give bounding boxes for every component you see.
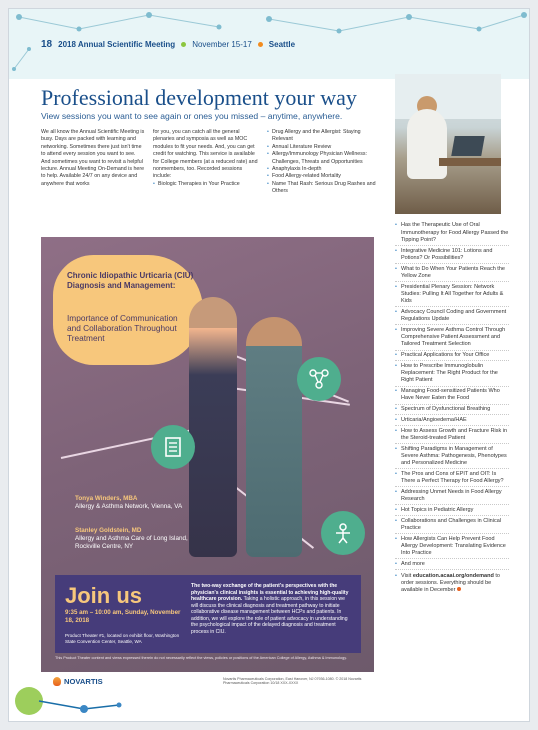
page-number: 18: [41, 39, 53, 50]
intro-text-1: We all know the Annual Scientific Meeting is busy. Days are packed with learning and networking. Sometimes there just isn't time to attend every session you want to see. And sometimes you want to revisit a helpful lecture. Annual Meeting On-Demand is here to help. Available 24/7 on any device and anywhere that works: [41, 129, 145, 187]
session-description-body: Taking a holistic approach, in this session we will discuss the clinical diagnosis and treatment pathway to initiate collaborative disease management between HCPs and patients. In addition, we will explore the role of patient advocacy in understanding the psychological impact of the delayed diagnosis and treatment process in CIU.: [191, 596, 348, 635]
event-name: 2018 Annual Scientific Meeting: [58, 40, 176, 49]
speaker-2-org: Allergy and Asthma Care of Long Island, Rockville Centre, NY: [75, 534, 188, 550]
list-item: • Hot Topics in Pediatric Allergy: [395, 505, 509, 516]
visit-prefix: Visit: [401, 572, 413, 579]
end-dot-icon: [457, 587, 461, 591]
intro-column-1: [41, 129, 145, 188]
recorded-sessions-list: [153, 181, 261, 188]
list-item: • Improving Severe Asthma Control Through Comprehensive Patient Assessment and Tailored Treatment Selection: [395, 325, 509, 350]
list-item: • Anaphylaxis In-depth: [267, 166, 379, 173]
session-location: Product Theater #1, located on exhibit floor, Washington State Convention Center, Seattle, WA: [65, 633, 180, 644]
ad-heading: Chronic Idiopathic Urticaria (CIU) Diagnosis and Management:: [67, 271, 194, 290]
footer-network-decoration: [9, 661, 129, 721]
list-item: • Shifting Paradigms in Management of Severe Asthma: Pathogenesis, Phenotypes and Personalized Medicine: [395, 444, 509, 469]
speaker-1-name: Tonya Winders, MBA: [75, 495, 138, 502]
session-description: [191, 583, 353, 635]
join-us-heading: Join us: [65, 583, 143, 608]
recorded-sessions-list-continued: [267, 129, 379, 196]
list-item: • Integrative Medicine 101: Lotions and Potions? Or Possibilities?: [395, 246, 509, 264]
magazine-page: [8, 8, 530, 722]
page-subtitle: View sessions you want to see again or ones you missed – anytime, anywhere.: [41, 111, 343, 121]
list-item: • Advocacy Council Coding and Government Regulations Update: [395, 307, 509, 325]
list-item: • Food Allergy-related Mortality: [267, 173, 379, 180]
session-description-lead: The two-way exchange of the patient's perspectives with the physician's clinical insights is essential to achieving high-quality healthcare provision.: [191, 583, 349, 602]
list-item: • Allergy/Immunology Physician Wellness: Challenges, Threats and Opportunities: [267, 151, 379, 166]
ad-subheading: Importance of Communication and Collaboration Throughout Treatment: [67, 313, 178, 343]
list-item: • Practical Applications for Your Office: [395, 351, 509, 362]
list-item: • Addressing Unmet Needs in Food Allergy Research: [395, 487, 509, 505]
ad-legal-text: Novartis Pharmaceuticals Corporation, East Hanover, NJ 07936-1080. © 2018 Novartis Pharmaceuticals Corporation 10/18 XXX-XXXX: [223, 677, 362, 686]
list-item: • Annual Literature Review: [267, 144, 379, 151]
novartis-advertisement: [41, 237, 374, 672]
list-item: • Has the Therapeutic Use of Oral Immunotherapy for Food Allergy Passed the Tipping Point?: [395, 221, 509, 246]
ondemand-footer: [395, 571, 509, 595]
session-time: 9:35 am – 10:00 am, Sunday, November 18, 2018: [65, 609, 181, 624]
intro-column-2: [153, 129, 261, 188]
speaker-1: [75, 495, 195, 511]
laptop-woman-photo: [395, 74, 501, 214]
page-header: [9, 9, 529, 79]
list-item: • Managing Food-sensitized Patients Who Have Never Eaten the Food: [395, 387, 509, 405]
orange-dot-icon: [258, 42, 263, 47]
person-icon: [321, 511, 365, 555]
list-item: • How Allergists Can Help Prevent Food Allergy Development: Translating Evidence Into Practice: [395, 534, 509, 559]
list-item: • Name That Rash: Serious Drug Rashes and Others: [267, 181, 379, 196]
visit-suffix: to order sessions. Everything should be available in December: [401, 572, 500, 593]
checklist-icon: [151, 425, 195, 469]
list-item: • How to Prescribe Immunoglobulin Replacement: The Right Product for the Right Patient: [395, 361, 509, 386]
list-item: • And more: [395, 559, 509, 570]
page-title: Professional development your way: [41, 85, 357, 110]
intro-text-2: for you, you can catch all the general plenaries and symposia as well as MOC modules to fit your needs. And, you can get credit for watching. This service is available for College members (at a reduced rate) and nonmembers, too. Recorded sessions include:: [153, 129, 258, 180]
brand-name: NOVARTIS: [64, 677, 103, 686]
ad-disclaimer: This Product Theater content and views expressed therein do not necessarily reflect the views, policies or positions of the American College of Allergy, Asthma & Immunology.: [55, 656, 347, 660]
list-item: • Presidential Plenary Session: Network Studies: Pulling It All Together for Adults & Kids: [395, 282, 509, 307]
list-item: • The Pros and Cons of EPIT and OIT: Is There a Perfect Therapy for Food Allergy?: [395, 469, 509, 487]
list-item: • Biologic Therapies in Your Practice: [153, 181, 261, 188]
ondemand-link[interactable]: education.acaai.org/ondemand: [412, 572, 494, 579]
patient-figure: [189, 297, 237, 557]
ad-title-circle: [53, 255, 203, 365]
list-item: • What to Do When Your Patients Reach the Yellow Zone: [395, 264, 509, 282]
intro-column-3: [267, 129, 379, 196]
clinician-figure: [246, 317, 302, 557]
list-item: • Drug Allergy and the Allergist: Staying Relevant: [267, 129, 379, 144]
network-icon: [297, 357, 341, 401]
list-item: • Collaborations and Challenges in Clinical Practice: [395, 516, 509, 534]
green-dot-icon: [181, 42, 186, 47]
speaker-2: [75, 527, 195, 550]
speaker-2-name: Stanley Goldstein, MD: [75, 527, 142, 534]
event-dates: November 15-17: [192, 40, 252, 49]
list-item: • How to Assess Growth and Fracture Risk in the Steroid-treated Patient: [395, 426, 509, 444]
speaker-1-org: Allergy & Asthma Network, Vienna, VA: [75, 502, 183, 510]
list-item: • Spectrum of Dysfunctional Breathing: [395, 405, 509, 416]
session-list: [395, 221, 509, 595]
header-bar: [41, 39, 295, 50]
event-city: Seattle: [268, 40, 296, 49]
join-us-box: [55, 575, 361, 653]
list-item: • Urticaria/Angioedema/HAE: [395, 415, 509, 426]
